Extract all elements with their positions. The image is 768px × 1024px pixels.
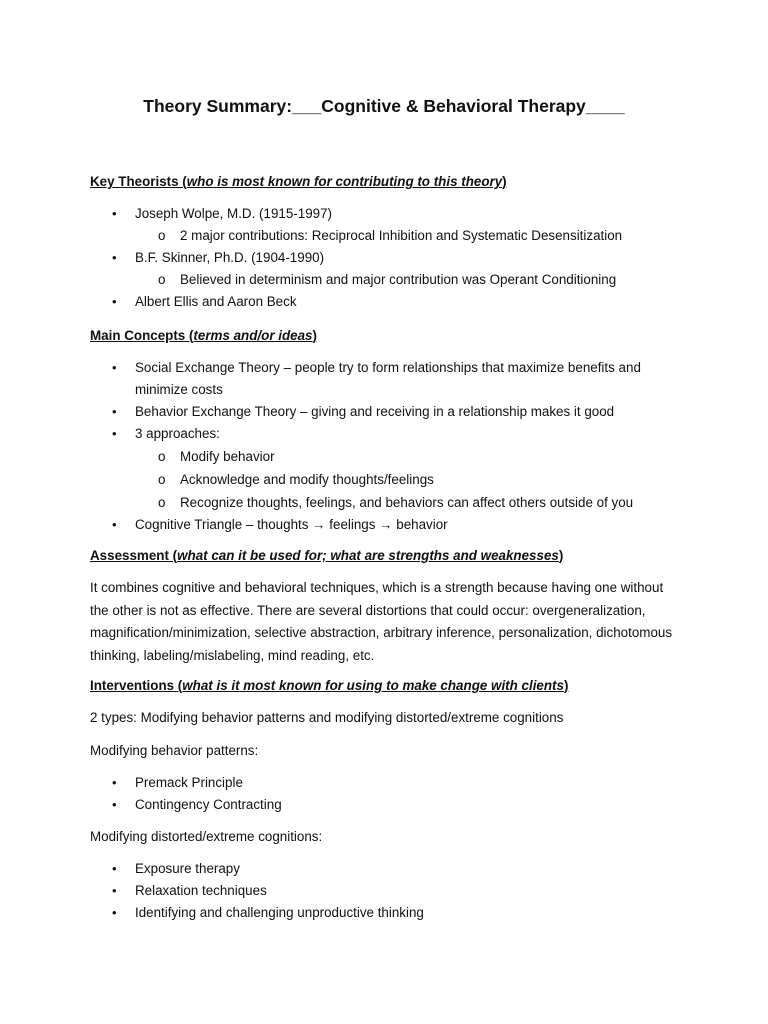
list-item: • Contingency Contracting xyxy=(90,794,678,816)
list-item: • 3 approaches: xyxy=(90,423,678,445)
list-item: • Cognitive Triangle – thoughts → feelings → behavior xyxy=(90,514,678,536)
list-subitem: o Believed in determinism and major contribution was Operant Conditioning xyxy=(90,269,678,291)
list-item: • Albert Ellis and Aaron Beck xyxy=(90,291,678,313)
list-item: • Joseph Wolpe, M.D. (1915-1997) xyxy=(90,203,678,225)
key-theorists-section xyxy=(90,171,678,193)
interventions-heading: Interventions (what is it most known for using to make change with clients) xyxy=(90,678,569,693)
interventions-section xyxy=(90,675,678,697)
list-item: • B.F. Skinner, Ph.D. (1904-1990) xyxy=(90,247,678,269)
list-item: • Identifying and challenging unproductive thinking xyxy=(90,902,678,924)
main-concepts-heading: Main Concepts (terms and/or ideas) xyxy=(90,328,317,343)
list-subitem: o Modify behavior xyxy=(90,446,678,468)
list-item: • Behavior Exchange Theory – giving and receiving in a relationship makes it good xyxy=(90,401,678,423)
list-item: • Premack Principle xyxy=(90,772,678,794)
document-title: Theory Summary:___Cognitive & Behavioral Therapy____ xyxy=(143,96,625,116)
cognitions-list xyxy=(90,858,678,924)
behavior-patterns-list xyxy=(90,772,678,816)
main-concepts-list xyxy=(90,357,678,536)
main-concepts-section xyxy=(90,325,678,347)
interventions-intro: 2 types: Modifying behavior patterns and modifying distorted/extreme cognitions xyxy=(90,710,564,725)
assessment-section xyxy=(90,545,678,567)
assessment-paragraph: It combines cognitive and behavioral techniques, which is a strength because having one without the other is not as effective. There are several distortions that could occur: overgeneralization, magnification/minimization, selective abstraction, arbitrary inference, personalization, dichotomous thinking, labeling/mislabeling, mind reading, etc. xyxy=(90,580,673,663)
cognitions-label: Modifying distorted/extreme cognitions: xyxy=(90,829,323,844)
list-subitem: o Acknowledge and modify thoughts/feelings xyxy=(90,469,678,491)
key-theorists-list xyxy=(90,203,678,313)
key-theorists-heading: Key Theorists (who is most known for contributing to this theory) xyxy=(90,174,507,189)
behavior-patterns-label: Modifying behavior patterns: xyxy=(90,743,259,758)
list-item: • Exposure therapy xyxy=(90,858,678,880)
list-item: • Relaxation techniques xyxy=(90,880,678,902)
list-item: • Social Exchange Theory – people try to form relationships that maximize benefits and minimize costs xyxy=(90,357,678,401)
assessment-heading: Assessment (what can it be used for; what are strengths and weaknesses) xyxy=(90,548,564,563)
list-subitem: o 2 major contributions: Reciprocal Inhibition and Systematic Desensitization xyxy=(90,225,678,247)
list-subitem: o Recognize thoughts, feelings, and behaviors can affect others outside of you xyxy=(90,492,678,514)
